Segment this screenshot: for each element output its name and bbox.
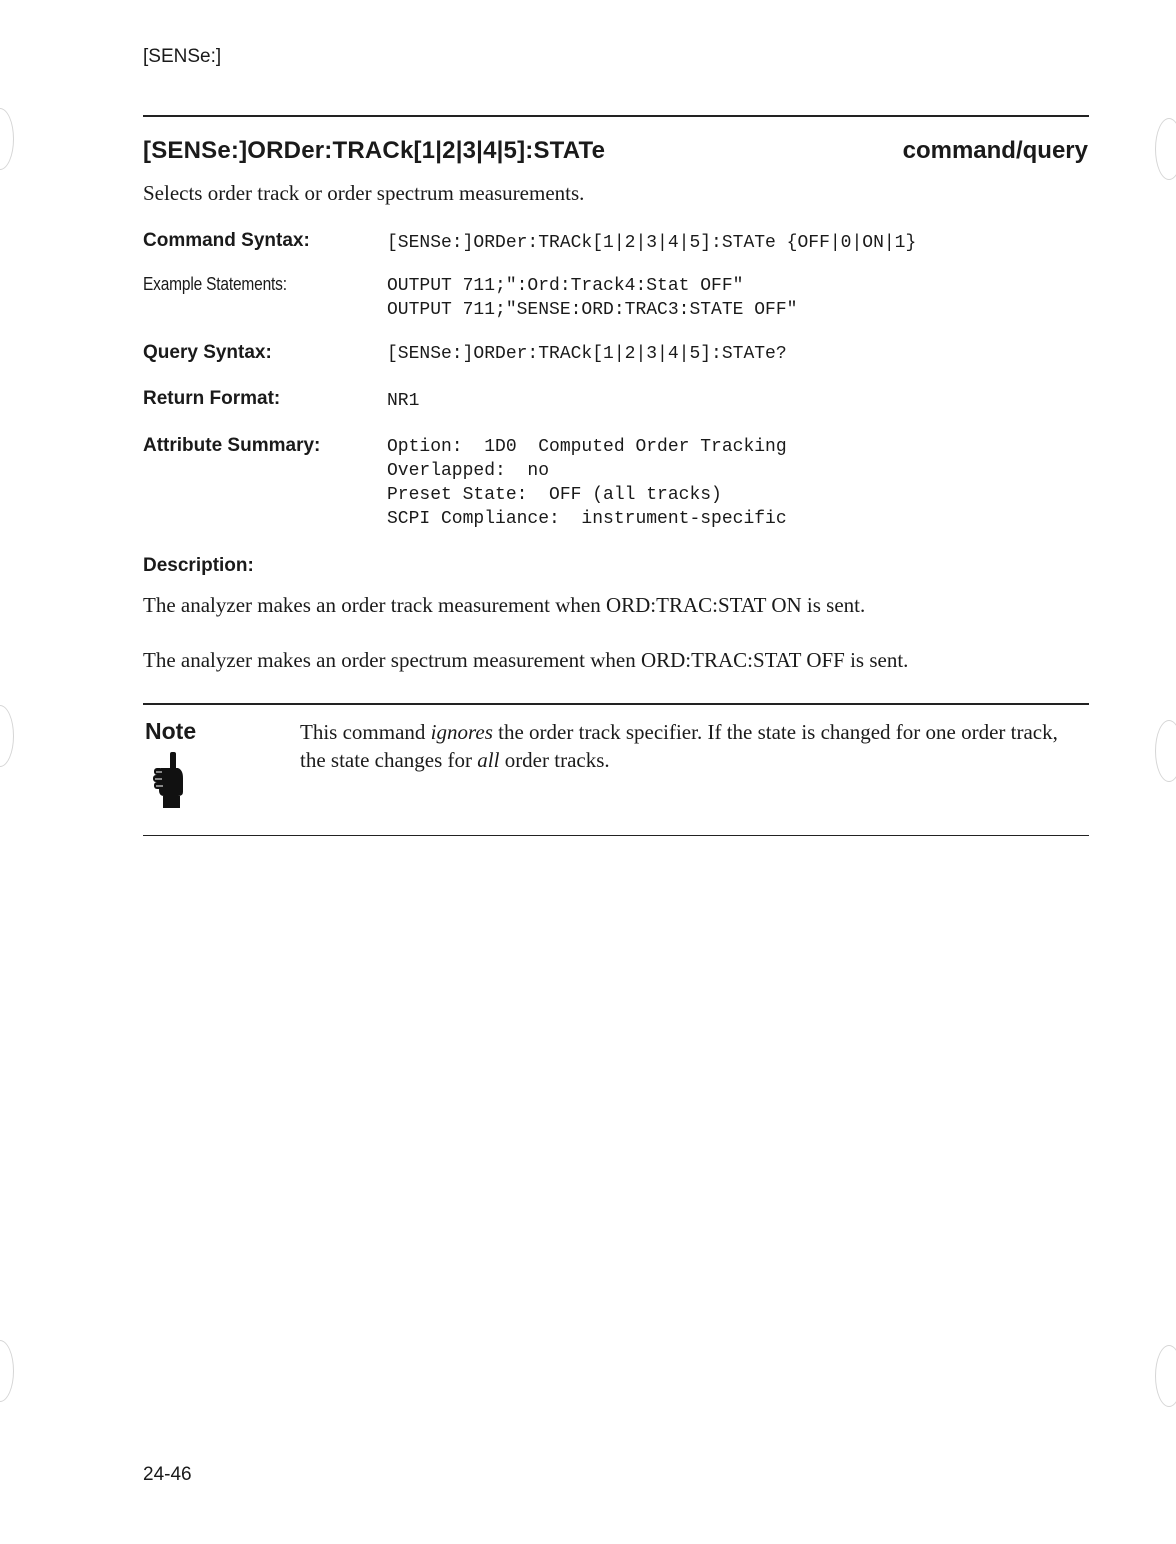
command-title: [SENSe:]ORDer:TRACk[1|2|3|4|5]:STATe (143, 137, 606, 164)
punch-hole-right-top (1155, 118, 1176, 180)
description-paragraph-2: The analyzer makes an order spectrum measurement when ORD:TRAC:STAT OFF is sent. (143, 648, 909, 672)
punch-hole-left-middle (0, 705, 14, 767)
command-syntax-label: Command Syntax: (143, 230, 310, 251)
note-top-divider (143, 703, 1089, 705)
note-emphasis-ignores: ignores (430, 720, 493, 744)
example-statements-label: Example Statements: (143, 274, 287, 294)
running-header: [SENSe:] (143, 46, 222, 67)
command-syntax-value: [SENSe:]ORDer:TRACk[1|2|3|4|5]:STATe {OFF|0|ON|1} (387, 233, 917, 253)
attribute-option: Option: 1D0 Computed Order Tracking (387, 437, 787, 457)
attribute-preset-state: Preset State: OFF (all tracks) (387, 485, 722, 505)
description-paragraph-1: The analyzer makes an order track measurement when ORD:TRAC:STAT ON is sent. (143, 593, 866, 617)
top-divider (143, 115, 1089, 117)
note-text-part-3: order tracks. (499, 748, 610, 772)
note-text-part-2: the order track specifier. If the state is changed for one order track, the state changes for (300, 720, 1058, 772)
return-format-value: NR1 (387, 391, 420, 411)
attribute-scpi-compliance: SCPI Compliance: instrument-specific (387, 509, 787, 529)
note-bottom-divider (143, 835, 1089, 836)
command-type: command/query (902, 137, 1088, 164)
pointing-hand-icon (150, 752, 190, 808)
note-text-part-1: This command (300, 720, 431, 744)
example-statement-1: OUTPUT 711;":Ord:Track4:Stat OFF" (387, 276, 744, 296)
note-text (300, 718, 1060, 774)
punch-hole-left-bottom (0, 1340, 14, 1402)
description-label: Description: (143, 555, 254, 576)
punch-hole-left-top (0, 108, 14, 170)
query-syntax-value: [SENSe:]ORDer:TRACk[1|2|3|4|5]:STATe? (387, 344, 787, 364)
attribute-summary-label: Attribute Summary: (143, 435, 321, 456)
example-statement-2: OUTPUT 711;"SENSE:ORD:TRAC3:STATE OFF" (387, 300, 798, 320)
attribute-overlapped: Overlapped: no (387, 461, 550, 481)
return-format-label: Return Format: (143, 388, 281, 409)
command-summary: Selects order track or order spectrum measurements. (143, 181, 585, 205)
page-number: 24-46 (143, 1464, 192, 1485)
note-label: Note (145, 718, 197, 744)
note-emphasis-all: all (477, 748, 500, 772)
query-syntax-label: Query Syntax: (143, 342, 272, 363)
punch-hole-right-middle (1155, 720, 1176, 782)
punch-hole-right-bottom (1155, 1345, 1176, 1407)
